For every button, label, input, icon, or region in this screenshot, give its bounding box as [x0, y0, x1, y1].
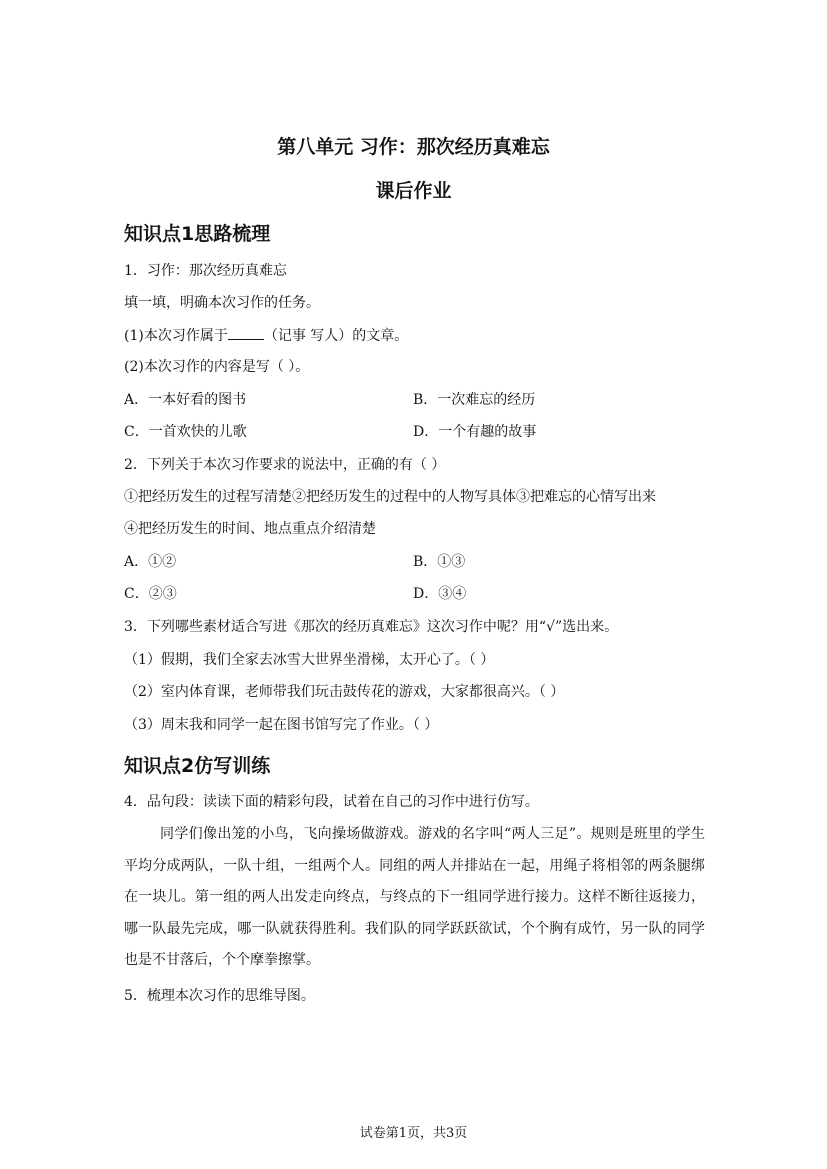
option-c[interactable]: C．一首欢快的儿歌 — [124, 424, 247, 440]
option-d[interactable]: D．③④ — [413, 586, 467, 602]
option-b[interactable]: B．一次难忘的经历 — [413, 392, 536, 408]
question-1-part-1-before: (1)本次习作属于 — [124, 328, 228, 344]
question-2-stem: 2．下列关于本次习作要求的说法中，正确的有（ ） — [124, 457, 446, 473]
page-footer: 试卷第1页，共3页 — [359, 1126, 468, 1141]
option-b[interactable]: B．①③ — [413, 554, 466, 570]
question-5-stem: 5．梳理本次习作的思维导图。 — [124, 988, 315, 1004]
question-1-part-1 — [124, 326, 408, 345]
option-a[interactable]: A．①② — [124, 554, 177, 570]
question-3-item: （2）室内体育课，老师带我们玩击鼓传花的游戏，大家都很高兴。（ ） — [124, 684, 565, 700]
option-a[interactable]: A．一本好看的图书 — [124, 392, 247, 408]
question-2-statements-line-1: ①把经历发生的过程写清楚②把经历发生的过程中的人物写具体③把难忘的心情写出来 — [124, 489, 656, 505]
option-c[interactable]: C．②③ — [124, 586, 177, 602]
section-heading-1: 知识点1思路梳理 — [124, 223, 271, 245]
question-3-item: （1）假期，我们全家去冰雪大世界坐滑梯，太开心了。（ ） — [124, 652, 495, 668]
answer-blank[interactable] — [228, 326, 264, 340]
question-3-item: （3）周末我和同学一起在图书馆写完了作业。（ ） — [124, 717, 439, 733]
page-subtitle: 课后作业 — [375, 180, 452, 202]
question-1-instruction: 填一填，明确本次习作的任务。 — [124, 295, 320, 311]
question-2-statements-line-2: ④把经历发生的时间、地点重点介绍清楚 — [124, 521, 376, 537]
question-1-part-1-after: （记事 写人）的文章。 — [263, 328, 409, 344]
question-4-stem: 4．品句段：读读下面的精彩句段，试着在自己的习作中进行仿写。 — [124, 794, 539, 810]
page-title: 第八单元 习作：那次经历真难忘 — [277, 136, 550, 158]
question-1-part-2: (2)本次习作的内容是写（ ）。 — [124, 359, 310, 375]
section-heading-2: 知识点2仿写训练 — [124, 755, 271, 777]
question-3-stem: 3．下列哪些素材适合写进《那次的经历真难忘》这次习作中呢？用“√”选出来。 — [124, 619, 619, 635]
question-4-passage: 同学们像出笼的小鸟，飞向操场做游戏。游戏的名字叫“两人三足”。规则是班里的学生平均分成两队，一队十组，一组两个人。同组的两人并排站在一起，用绳子将相邻的两条腿绑在一块儿。第一组的两人出发走向终点，与终点的下一组同学进行接力。这样不断往返接力，哪一队最先完成，哪一队就获得胜利。我们队的同学跃跃欲试，个个胸有成竹，另一队的同学也是不甘落后，个个摩拳擦掌。 — [124, 826, 705, 968]
question-1-stem: 1．习作：那次经历真难忘 — [124, 263, 287, 279]
option-d[interactable]: D．一个有趣的故事 — [413, 424, 537, 440]
